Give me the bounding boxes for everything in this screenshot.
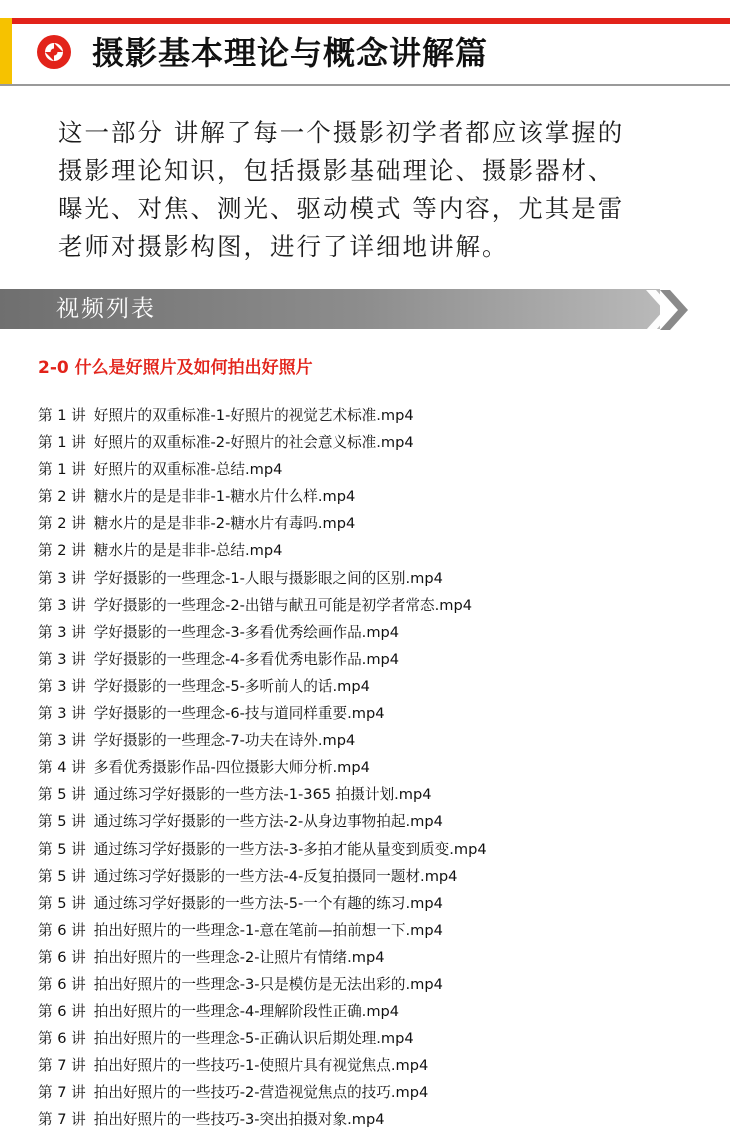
- video-file-name: 学好摄影的一些理念-3-多看优秀绘画作品.mp4: [93, 623, 400, 641]
- video-item[interactable]: [38, 781, 487, 808]
- video-lecture-number: 第 5 讲: [38, 786, 86, 804]
- video-lecture-number: 第 7 讲: [38, 1084, 86, 1102]
- video-file-name: 拍出好照片的一些理念-2-让照片有情绪.mp4: [93, 948, 385, 966]
- video-file-name: 通过练习学好摄影的一些方法-2-从身边事物拍起.mp4: [93, 813, 443, 831]
- video-file-name: 通过练习学好摄影的一些方法-1-365 拍摄计划.mp4: [93, 786, 432, 804]
- page-title: 摄影基本理论与概念讲解篇: [92, 34, 489, 72]
- video-item[interactable]: [38, 754, 487, 781]
- video-file-name: 拍出好照片的一些技巧-2-营造视觉焦点的技巧.mp4: [93, 1084, 429, 1102]
- video-lecture-number: 第 3 讲: [38, 705, 86, 723]
- video-file-name: 拍出好照片的一些理念-3-只是模仿是无法出彩的.mp4: [93, 975, 443, 993]
- video-lecture-number: 第 7 讲: [38, 1057, 86, 1075]
- video-file-name: 糖水片的是是非非-2-糖水片有毒吗.mp4: [93, 515, 356, 533]
- video-lecture-number: 第 6 讲: [38, 975, 86, 993]
- video-lecture-number: 第 3 讲: [38, 677, 86, 695]
- video-item[interactable]: [38, 619, 487, 646]
- video-file-name: 通过练习学好摄影的一些方法-3-多拍才能从量变到质变.mp4: [93, 840, 487, 858]
- header: [0, 18, 730, 86]
- video-file-name: 多看优秀摄影作品-四位摄影大师分析.mp4: [93, 759, 370, 777]
- video-lecture-number: 第 6 讲: [38, 921, 86, 939]
- video-lecture-number: 第 6 讲: [38, 1003, 86, 1021]
- video-lecture-number: 第 5 讲: [38, 840, 86, 858]
- video-list-banner: [0, 287, 730, 333]
- video-item[interactable]: [38, 890, 487, 917]
- video-file-name: 学好摄影的一些理念-1-人眼与摄影眼之间的区别.mp4: [93, 569, 443, 587]
- video-item[interactable]: [38, 429, 487, 456]
- video-file-name: 拍出好照片的一些理念-4-理解阶段性正确.mp4: [93, 1003, 400, 1021]
- video-item[interactable]: [38, 592, 487, 619]
- video-lecture-number: 第 3 讲: [38, 569, 86, 587]
- video-file-name: 糖水片的是是非非-1-糖水片什么样.mp4: [93, 488, 356, 506]
- video-lecture-number: 第 2 讲: [38, 488, 86, 506]
- video-item[interactable]: [38, 944, 487, 971]
- video-item[interactable]: [38, 646, 487, 673]
- video-lecture-number: 第 1 讲: [38, 434, 86, 452]
- video-lecture-number: 第 1 讲: [38, 407, 86, 424]
- video-list: [38, 402, 487, 1134]
- video-item[interactable]: [38, 537, 487, 564]
- video-lecture-number: 第 5 讲: [38, 867, 86, 885]
- video-file-name: 学好摄影的一些理念-7-功夫在诗外.mp4: [93, 732, 356, 750]
- video-item[interactable]: [38, 1106, 487, 1133]
- video-item[interactable]: [38, 565, 487, 592]
- video-lecture-number: 第 6 讲: [38, 1030, 86, 1048]
- video-item[interactable]: [38, 727, 487, 754]
- section-title: 2-0 什么是好照片及如何拍出好照片: [38, 358, 313, 378]
- video-lecture-number: 第 3 讲: [38, 650, 86, 668]
- video-item[interactable]: [38, 402, 487, 429]
- video-file-name: 学好摄影的一些理念-6-技与道同样重要.mp4: [93, 705, 385, 723]
- video-file-name: 糖水片的是是非非-总结.mp4: [93, 542, 283, 560]
- video-lecture-number: 第 6 讲: [38, 948, 86, 966]
- header-yellow-accent: [0, 18, 12, 86]
- header-divider: [0, 84, 730, 86]
- video-file-name: 拍出好照片的一些理念-5-正确认识后期处理.mp4: [93, 1030, 414, 1048]
- video-item[interactable]: [38, 510, 487, 537]
- video-file-name: 学好摄影的一些理念-2-出错与献丑可能是初学者常态.mp4: [93, 596, 473, 614]
- video-lecture-number: 第 2 讲: [38, 515, 86, 533]
- video-file-name: 拍出好照片的一些理念-1-意在笔前—拍前想一下.mp4: [93, 921, 443, 939]
- video-lecture-number: 第 7 讲: [38, 1111, 86, 1129]
- video-file-name: 学好摄影的一些理念-5-多听前人的话.mp4: [93, 677, 370, 695]
- video-item[interactable]: [38, 456, 487, 483]
- video-lecture-number: 第 5 讲: [38, 894, 86, 912]
- video-file-name: 好照片的双重标准-总结.mp4: [93, 461, 283, 479]
- video-item[interactable]: [38, 1079, 487, 1106]
- video-file-name: 好照片的双重标准-2-好照片的社会意义标准.mp4: [93, 434, 414, 452]
- video-item[interactable]: [38, 808, 487, 835]
- video-file-name: 拍出好照片的一些技巧-3-突出拍摄对象.mp4: [93, 1111, 385, 1129]
- video-file-name: 学好摄影的一些理念-4-多看优秀电影作品.mp4: [93, 650, 400, 668]
- video-item[interactable]: [38, 1025, 487, 1052]
- video-file-name: 通过练习学好摄影的一些方法-5-一个有趣的练习.mp4: [93, 894, 443, 912]
- camera-aperture-icon: [36, 34, 72, 70]
- video-item[interactable]: [38, 971, 487, 998]
- video-file-name: 好照片的双重标准-1-好照片的视觉艺术标准.mp4: [93, 407, 414, 424]
- video-lecture-number: 第 3 讲: [38, 732, 86, 750]
- double-chevron-right-icon: [640, 287, 700, 333]
- banner-label: 视频列表: [56, 296, 156, 322]
- video-lecture-number: 第 1 讲: [38, 461, 86, 479]
- video-item[interactable]: [38, 483, 487, 510]
- video-item[interactable]: [38, 700, 487, 727]
- video-lecture-number: 第 3 讲: [38, 623, 86, 641]
- video-lecture-number: 第 4 讲: [38, 759, 86, 777]
- video-item[interactable]: [38, 863, 487, 890]
- video-item[interactable]: [38, 917, 487, 944]
- video-item[interactable]: [38, 673, 487, 700]
- video-lecture-number: 第 3 讲: [38, 596, 86, 614]
- video-lecture-number: 第 5 讲: [38, 813, 86, 831]
- video-lecture-number: 第 2 讲: [38, 542, 86, 560]
- intro-paragraph: 这一部分 讲解了每一个摄影初学者都应该掌握的摄影理论知识，包括摄影基础理论、摄影器材、曝光、对焦、测光、驱动模式 等内容，尤其是雷老师对摄影构图，进行了详细地讲解。: [58, 118, 625, 261]
- video-item[interactable]: [38, 1052, 487, 1079]
- video-file-name: 拍出好照片的一些技巧-1-使照片具有视觉焦点.mp4: [93, 1057, 429, 1075]
- video-file-name: 通过练习学好摄影的一些方法-4-反复拍摄同一题材.mp4: [93, 867, 458, 885]
- video-item[interactable]: [38, 998, 487, 1025]
- header-red-line: [12, 18, 730, 24]
- video-item[interactable]: [38, 836, 487, 863]
